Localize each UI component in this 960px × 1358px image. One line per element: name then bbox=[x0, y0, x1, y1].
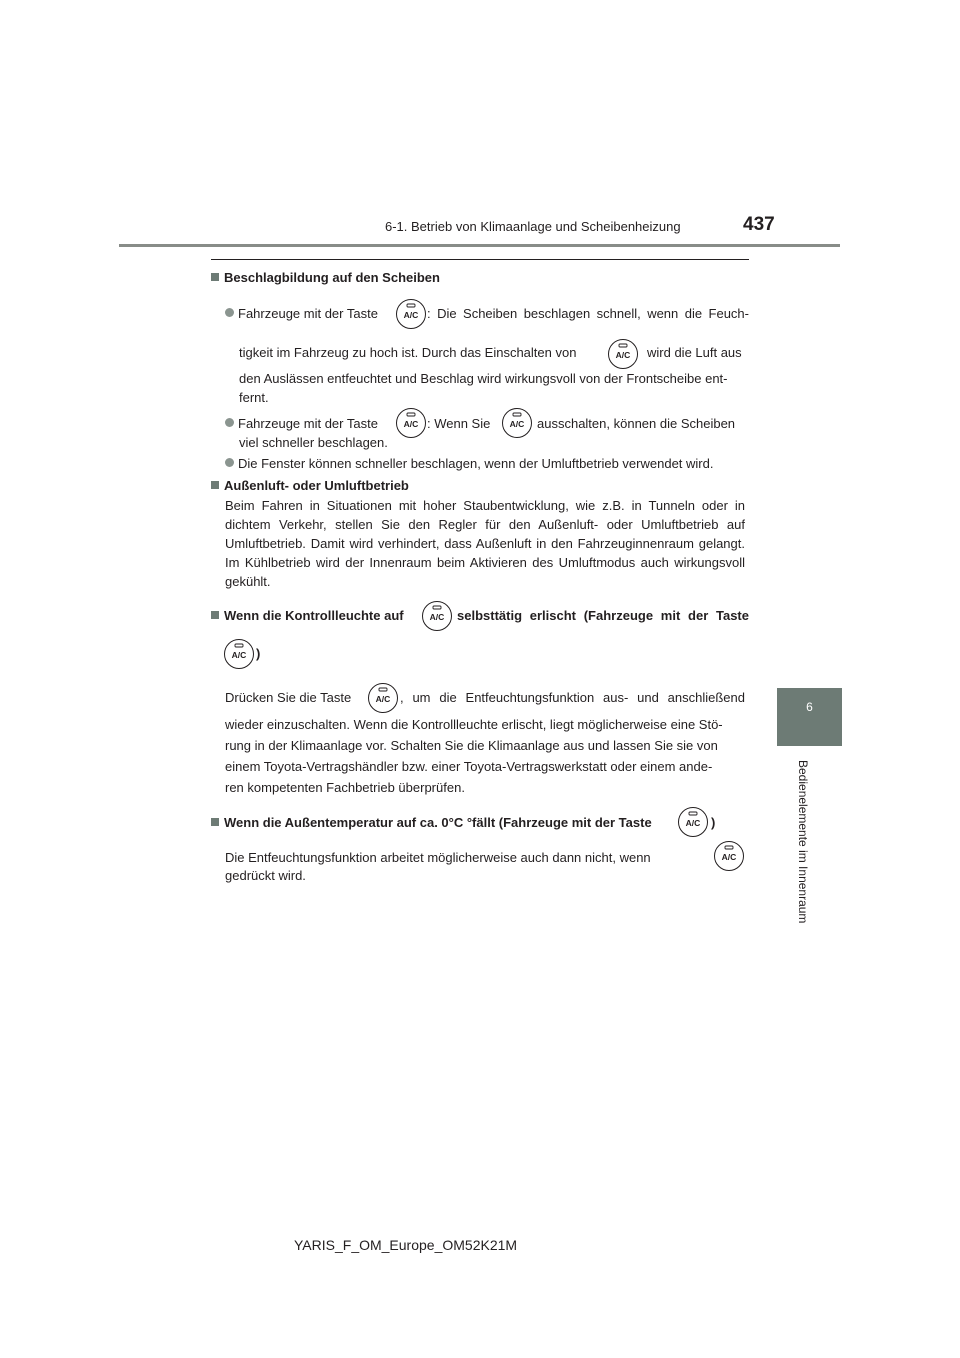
heading-text: ) bbox=[256, 646, 261, 661]
page-number: 437 bbox=[743, 214, 775, 235]
ac-button-icon bbox=[395, 405, 427, 439]
round-bullet-icon bbox=[225, 308, 234, 317]
text-line: , um die Entfeuchtungsfunktion aus- und anschließend bbox=[400, 690, 745, 705]
text-line: den Auslässen entfeuchtet und Beschlag wird wirkungsvoll von der Frontscheibe ent- bbox=[239, 371, 728, 386]
text-line: Drücken Sie die Taste bbox=[225, 690, 352, 705]
text-line: : Wenn Sie bbox=[427, 416, 491, 431]
section-divider bbox=[211, 259, 749, 260]
bullet-line: Fahrzeuge mit der Taste bbox=[225, 304, 378, 323]
chapter-tab-number: 6 bbox=[806, 700, 813, 714]
text-line: ausschalten, können die Scheiben bbox=[537, 416, 736, 431]
svg-text:A/C: A/C bbox=[403, 310, 419, 320]
square-bullet-icon bbox=[211, 481, 219, 489]
text-line: gedrückt wird. bbox=[225, 868, 306, 883]
round-bullet-icon bbox=[225, 418, 234, 427]
ac-button-icon bbox=[367, 680, 399, 714]
square-bullet-icon bbox=[211, 818, 219, 826]
chapter-tab bbox=[777, 688, 842, 746]
text-line: fernt. bbox=[239, 390, 269, 405]
square-bullet-icon bbox=[211, 611, 219, 619]
document-code: YARIS_F_OM_Europe_OM52K21M bbox=[294, 1237, 518, 1253]
text-line: : Die Scheiben beschlagen schnell, wenn die Feuch- bbox=[427, 306, 749, 321]
text-line: viel schneller beschlagen. bbox=[239, 435, 388, 450]
square-bullet-icon bbox=[211, 273, 219, 281]
chapter-tab-label: Bedienelemente im Innenraum bbox=[796, 760, 810, 924]
svg-text:A/C: A/C bbox=[721, 852, 737, 862]
text-line: rung in der Klimaanlage vor. Schalten Sie die Klimaanlage aus und lassen Sie sie von bbox=[225, 738, 718, 753]
section-heading-recirculation: Außenluft- oder Umluftbetrieb bbox=[211, 476, 409, 495]
text-line: tigkeit im Fahrzeug zu hoch ist. Durch das Einschalten von bbox=[239, 345, 577, 360]
section-heading-indicator: Wenn die Kontrollleuchte auf bbox=[211, 606, 404, 625]
svg-text:A/C: A/C bbox=[685, 818, 701, 828]
round-bullet-icon bbox=[225, 458, 234, 467]
text-line: wieder einzuschalten. Wenn die Kontrollleuchte erlischt, liegt möglicherweise eine Stö- bbox=[225, 717, 723, 732]
ac-button-icon bbox=[421, 598, 453, 632]
ac-button-icon bbox=[607, 336, 639, 370]
bullet-line: Die Fenster können schneller beschlagen, wenn der Umluftbetrieb verwendet wird. bbox=[225, 454, 713, 473]
ac-button-icon bbox=[395, 296, 427, 330]
ac-button-icon bbox=[501, 405, 533, 439]
paragraph: Beim Fahren in Situationen mit hoher Staubentwicklung, wie z.B. in Tunneln oder in dichtem Verkehr, stellen Sie den Regler für den Außenluft- oder Umluftbetrieb auf Umluftbetrieb. Damit wird verhindert, dass Außenluft in den Fahrzeuginnenraum gelangt. Im Kühlbetrieb wird der Innenraum beim Aktivieren des Umluftmodus auch wirkungsvoll gekühlt. bbox=[225, 498, 745, 589]
svg-text:A/C: A/C bbox=[615, 350, 631, 360]
svg-text:A/C: A/C bbox=[231, 650, 247, 660]
bullet-line: Fahrzeuge mit der Taste bbox=[225, 414, 378, 433]
text-line: einem Toyota-Vertragshändler bzw. einer Toyota-Vertragswerkstatt oder einem ande- bbox=[225, 759, 713, 774]
chapter-title: 6-1. Betrieb von Klimaanlage und Scheibenheizung bbox=[385, 219, 681, 234]
svg-text:A/C: A/C bbox=[509, 419, 525, 429]
text-line: Die Entfeuchtungsfunktion arbeitet möglicherweise auch dann nicht, wenn bbox=[225, 850, 651, 865]
svg-text:A/C: A/C bbox=[403, 419, 419, 429]
ac-button-icon bbox=[223, 636, 255, 670]
header-divider bbox=[119, 244, 840, 247]
text-line: wird die Luft aus bbox=[647, 345, 742, 360]
svg-text:A/C: A/C bbox=[429, 612, 445, 622]
heading-text: selbsttätig erlischt (Fahrzeuge mit der Taste bbox=[457, 608, 749, 623]
section-heading-fogging: Beschlagbildung auf den Scheiben bbox=[211, 268, 440, 287]
heading-text: ) bbox=[711, 815, 716, 830]
ac-button-icon bbox=[713, 838, 745, 872]
ac-button-icon bbox=[677, 804, 709, 838]
text-line: ren kompetenten Fachbetrieb überprüfen. bbox=[225, 780, 465, 795]
svg-text:A/C: A/C bbox=[375, 694, 391, 704]
section-heading-temperature: Wenn die Außentemperatur auf ca. 0°C °fällt (Fahrzeuge mit der Taste bbox=[211, 813, 652, 832]
